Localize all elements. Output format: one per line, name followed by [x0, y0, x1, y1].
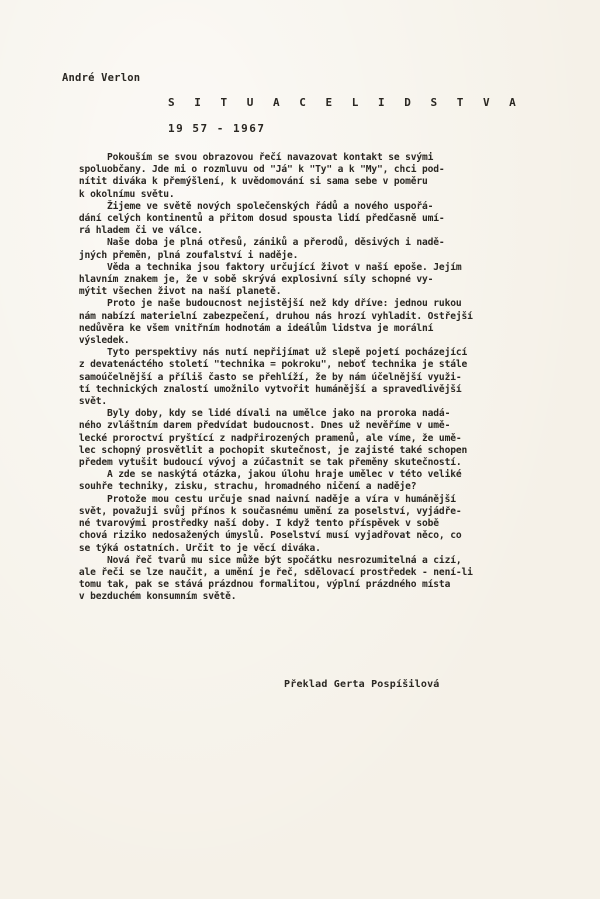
text-line: A zde se naskýtá otázka, jakou úlohu hraje umělec v této veliké	[62, 469, 462, 481]
text-line: Věda a technika jsou faktory určující život v naší epoše. Jejím	[62, 261, 462, 273]
text-line: Naše doba je plná otřesů, zániků a přerodů, děsivých i nadě-	[62, 237, 445, 249]
text-line: jných přeměn, plná zoufalství i naděje.	[62, 249, 299, 261]
text-line: výsledek.	[62, 335, 130, 347]
text-line: souhře techniky, zisku, strachu, hromadného ničení a naděje?	[62, 481, 417, 493]
text-line: chová riziko nedosažených úmyslů. Poselství musí vyjadřovat něco, co	[62, 530, 462, 542]
text-line: Byly doby, kdy se lidé dívali na umělce jako na proroka nadá-	[62, 408, 451, 420]
body-text	[62, 152, 542, 604]
text-line: Tyto perspektivy nás nutí nepřijímat už slepě pojetí pocházející	[62, 347, 468, 359]
text-line: předem vytušit budoucí vývoj a zúčastnit se tak přeměny skutečností.	[62, 457, 462, 469]
text-line: k okolnímu světu.	[62, 188, 175, 200]
text-line: v bezduchém konsumním světě.	[62, 591, 237, 603]
text-line: lec schopný prosvětlit a pochopit skutečnost, je zajisté také schopen	[62, 444, 468, 456]
text-line: Protože mou cestu určuje snad naivní naděje a víra v humánější	[62, 493, 456, 505]
text-line: svět.	[62, 396, 108, 408]
text-line: Nová řeč tvarů mu sice může být spočátku nesrozumitelná a cizí,	[62, 554, 462, 566]
text-line: Žijeme ve světě nových společenských řádů a nového uspořá-	[62, 200, 434, 212]
text-line: Proto je naše budoucnost nejistější než kdy dříve: jednou rukou	[62, 298, 462, 310]
translator-credit: Překlad Gerta Pospíšilová	[284, 679, 440, 690]
document-title: S I T U A C E L I D S T V A	[168, 96, 523, 109]
text-line: tí technických znalostí umožnilo vytvořit humánější a spravedlivější	[62, 383, 462, 395]
text-line: ného zvláštním darem předvídat budoucnost. Dnes už nevěříme v umě-	[62, 420, 451, 432]
text-line: spoluobčany. Jde mi o rozmluvu od "Já" k "Ty" a k "My", chci pod-	[62, 164, 445, 176]
text-line: né tvarovými prostředky naší doby. I když tento příspěvek v sobě	[62, 518, 439, 530]
text-line: nítit diváka k přemýšlení, k uvědomování si sama sebe v poměru	[62, 176, 428, 188]
document-years: 19 57 - 1967	[168, 122, 266, 135]
text-line: samoúčelnější a příliš často se přehlíží, že by nám účelnější využi-	[62, 371, 462, 383]
text-line: Pokouším se svou obrazovou řečí navazovat kontakt se svými	[62, 152, 434, 163]
text-line: ale řeči se lze naučit, a umění je řeč, sdělovací prostředek - není-li	[62, 566, 473, 578]
text-line: svět, považuji svůj přínos k současnému umění za poselství, vyjádře-	[62, 505, 462, 517]
text-line: rá hladem či ve válce.	[62, 225, 203, 237]
text-line: lecké proroctví pryštící z nadpřirozených pramenů, ale víme, že umě-	[62, 432, 462, 444]
text-line: tomu tak, pak se stává prázdnou formalitou, výplní prázdného místa	[62, 579, 451, 591]
text-line: se týká ostatních. Určit to je věcí diváka.	[62, 542, 321, 554]
text-line: mýtit všechen život na naší planetě.	[62, 286, 282, 298]
text-line: hlavním znakem je, že v sobě skrývá explosivní síly schopné vy-	[62, 274, 434, 286]
text-line: dání celých kontinentů a přitom dosud spousta lidí předčasně umí-	[62, 213, 445, 225]
author-name: André Verlon	[62, 72, 141, 84]
text-line: nedůvěra ke všem vnitřním hodnotám a ideálům lidstva je morální	[62, 322, 434, 334]
text-line: nám nabízí materielní zabezpečení, druhou nás hrozí vyhladit. Ostřejší	[62, 310, 473, 322]
text-line: z devatenáctého století "technika = pokroku", neboť technika je stále	[62, 359, 468, 371]
